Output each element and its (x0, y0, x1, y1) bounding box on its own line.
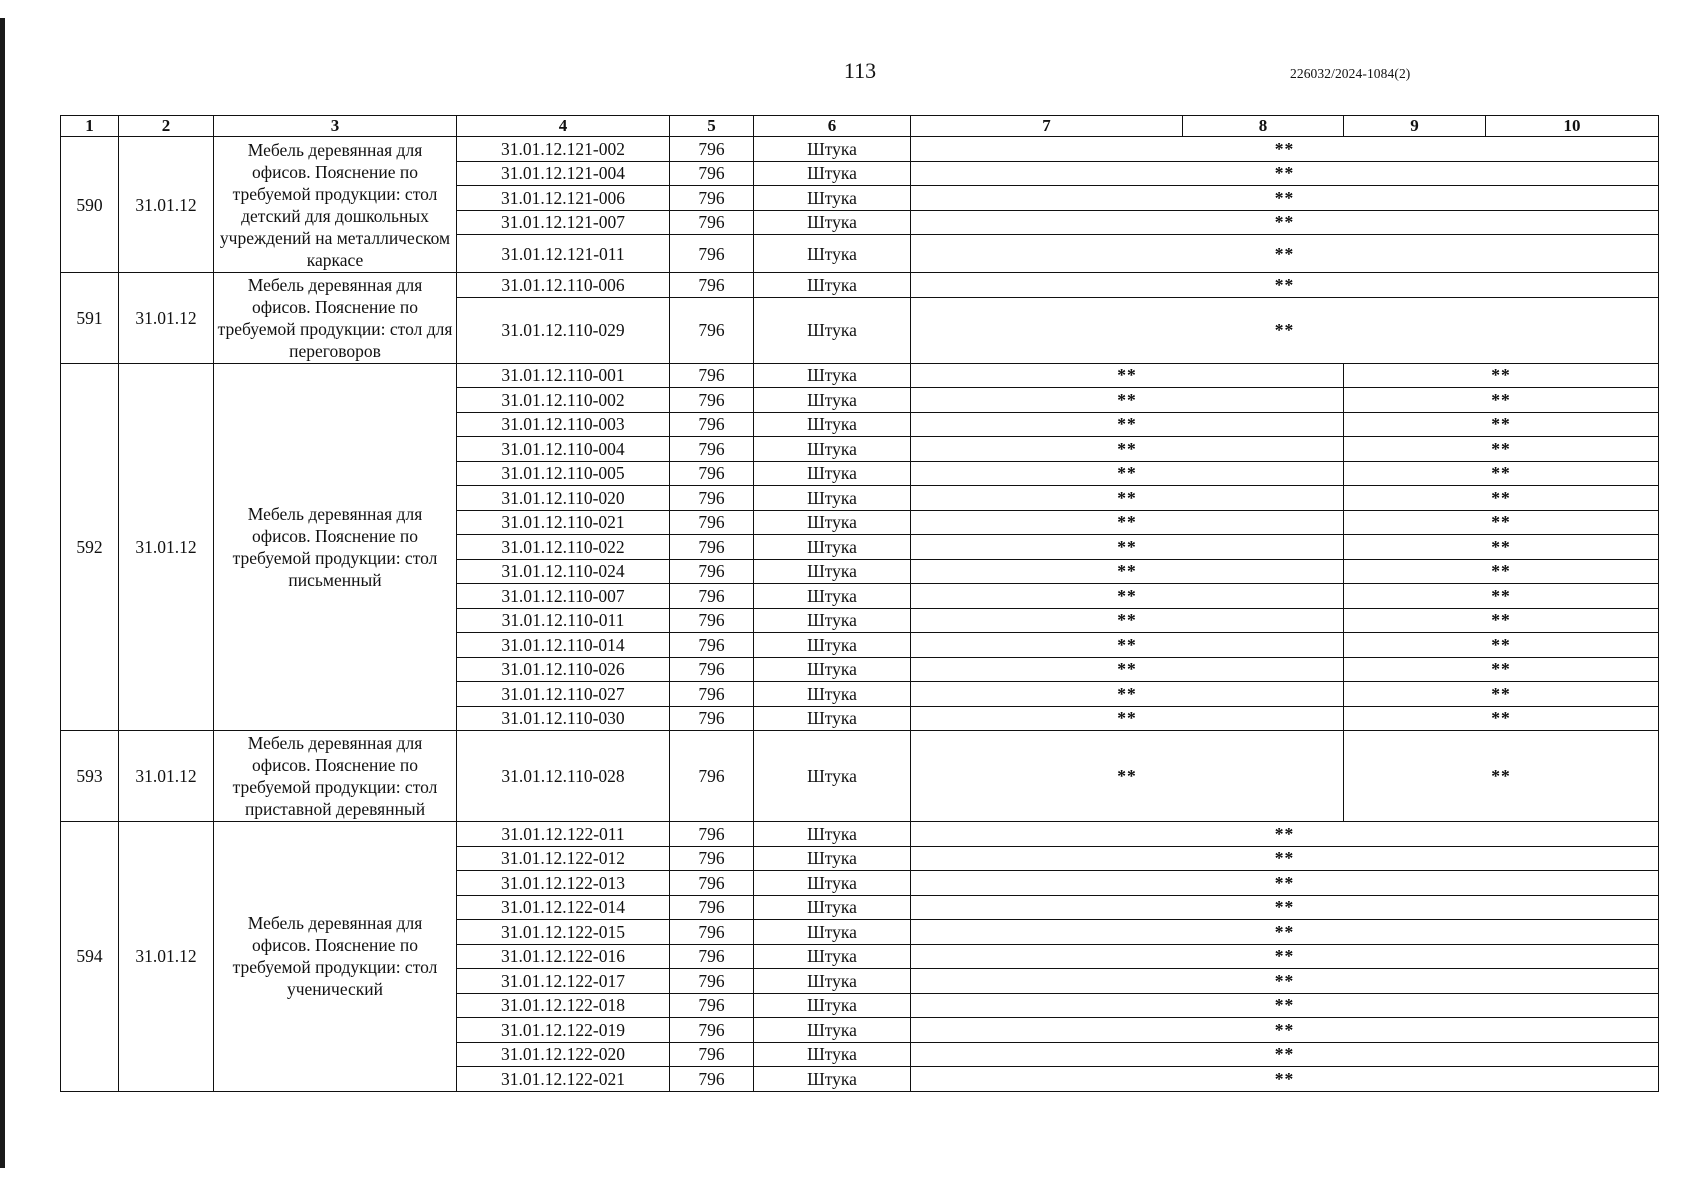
column-number: 3 (214, 116, 457, 137)
requirement-mark: ** (911, 993, 1659, 1018)
requirement-mark: ** (911, 412, 1344, 437)
requirement-mark: ** (911, 1018, 1659, 1043)
requirement-mark: ** (911, 535, 1344, 560)
okei-code: 796 (670, 412, 754, 437)
okei-code: 796 (670, 706, 754, 731)
column-number: 5 (670, 116, 754, 137)
column-number: 6 (754, 116, 911, 137)
unit-name: Штука (754, 437, 911, 462)
unit-name: Штука (754, 297, 911, 363)
requirement-mark: ** (1344, 731, 1659, 822)
product-description: Мебель деревянная для офисов. Пояснение по требуемой продукции: стол для переговоров (214, 273, 457, 364)
ktru-code: 31.01.12.122-011 (457, 822, 670, 847)
okei-code: 796 (670, 969, 754, 994)
ktru-code: 31.01.12.110-021 (457, 510, 670, 535)
requirement-mark: ** (1344, 510, 1659, 535)
okei-code: 796 (670, 682, 754, 707)
requirement-mark: ** (911, 682, 1344, 707)
unit-name: Штука (754, 1067, 911, 1092)
unit-name: Штука (754, 633, 911, 658)
requirement-mark: ** (1344, 388, 1659, 413)
okei-code: 796 (670, 161, 754, 186)
requirement-mark: ** (911, 608, 1344, 633)
product-description: Мебель деревянная для офисов. Пояснение по требуемой продукции: стол письменный (214, 363, 457, 731)
requirement-mark: ** (1344, 559, 1659, 584)
row-number: 593 (61, 731, 119, 822)
okei-code: 796 (670, 273, 754, 298)
ktru-code: 31.01.12.110-007 (457, 584, 670, 609)
unit-name: Штука (754, 137, 911, 162)
okei-code: 796 (670, 297, 754, 363)
ktru-code: 31.01.12.122-019 (457, 1018, 670, 1043)
ktru-code: 31.01.12.110-011 (457, 608, 670, 633)
requirement-mark: ** (1344, 633, 1659, 658)
okei-code: 796 (670, 461, 754, 486)
okei-code: 796 (670, 822, 754, 847)
requirement-mark: ** (1344, 706, 1659, 731)
okei-code: 796 (670, 210, 754, 235)
ktru-code: 31.01.12.110-002 (457, 388, 670, 413)
unit-name: Штука (754, 944, 911, 969)
ktru-code: 31.01.12.110-004 (457, 437, 670, 462)
product-description: Мебель деревянная для офисов. Пояснение по требуемой продукции: стол приставной деревянный (214, 731, 457, 822)
okei-code: 796 (670, 920, 754, 945)
okpd2-code: 31.01.12 (119, 363, 214, 731)
unit-name: Штука (754, 608, 911, 633)
requirement-mark: ** (911, 273, 1659, 298)
requirement-mark: ** (1344, 437, 1659, 462)
ktru-code: 31.01.12.110-024 (457, 559, 670, 584)
requirement-mark: ** (1344, 608, 1659, 633)
unit-name: Штука (754, 461, 911, 486)
okei-code: 796 (670, 235, 754, 273)
ktru-code: 31.01.12.110-005 (457, 461, 670, 486)
okei-code: 796 (670, 137, 754, 162)
unit-name: Штука (754, 657, 911, 682)
requirement-mark: ** (1344, 584, 1659, 609)
requirement-mark: ** (911, 186, 1659, 211)
table-row (61, 273, 1659, 298)
okei-code: 796 (670, 437, 754, 462)
okei-code: 796 (670, 584, 754, 609)
unit-name: Штука (754, 731, 911, 822)
requirement-mark: ** (911, 633, 1344, 658)
okei-code: 796 (670, 993, 754, 1018)
okei-code: 796 (670, 388, 754, 413)
requirement-mark: ** (911, 137, 1659, 162)
unit-name: Штука (754, 412, 911, 437)
ktru-code: 31.01.12.110-030 (457, 706, 670, 731)
unit-name: Штука (754, 186, 911, 211)
ktru-code: 31.01.12.121-002 (457, 137, 670, 162)
okei-code: 796 (670, 559, 754, 584)
ktru-code: 31.01.12.110-020 (457, 486, 670, 511)
ktru-code: 31.01.12.110-026 (457, 657, 670, 682)
column-number: 1 (61, 116, 119, 137)
okpd2-code: 31.01.12 (119, 137, 214, 273)
okpd2-code: 31.01.12 (119, 273, 214, 364)
okpd2-code: 31.01.12 (119, 822, 214, 1092)
ktru-code: 31.01.12.122-015 (457, 920, 670, 945)
requirement-mark: ** (911, 161, 1659, 186)
requirement-mark: ** (1344, 461, 1659, 486)
okei-code: 796 (670, 731, 754, 822)
unit-name: Штука (754, 1018, 911, 1043)
column-number: 4 (457, 116, 670, 137)
ktru-code: 31.01.12.122-021 (457, 1067, 670, 1092)
requirement-mark: ** (911, 235, 1659, 273)
unit-name: Штука (754, 235, 911, 273)
column-number-row (61, 116, 1659, 137)
okei-code: 796 (670, 186, 754, 211)
requirement-mark: ** (911, 846, 1659, 871)
requirement-mark: ** (911, 559, 1344, 584)
okei-code: 796 (670, 363, 754, 388)
ktru-code: 31.01.12.110-027 (457, 682, 670, 707)
requirement-mark: ** (1344, 657, 1659, 682)
document-id: 226032/2024-1084(2) (1290, 66, 1411, 81)
okei-code: 796 (670, 486, 754, 511)
requirement-mark: ** (911, 731, 1344, 822)
ktru-code: 31.01.12.110-014 (457, 633, 670, 658)
register-table (60, 115, 1659, 1092)
okei-code: 796 (670, 657, 754, 682)
requirement-mark: ** (1344, 412, 1659, 437)
requirement-mark: ** (911, 706, 1344, 731)
requirement-mark: ** (911, 1067, 1659, 1092)
ktru-code: 31.01.12.121-007 (457, 210, 670, 235)
requirement-mark: ** (911, 895, 1659, 920)
unit-name: Штука (754, 363, 911, 388)
column-number: 10 (1486, 116, 1659, 137)
row-number: 592 (61, 363, 119, 731)
requirement-mark: ** (911, 920, 1659, 945)
row-number: 594 (61, 822, 119, 1092)
unit-name: Штука (754, 895, 911, 920)
unit-name: Штука (754, 871, 911, 896)
requirement-mark: ** (911, 210, 1659, 235)
requirement-mark: ** (911, 584, 1344, 609)
ktru-code: 31.01.12.121-011 (457, 235, 670, 273)
okei-code: 796 (670, 895, 754, 920)
unit-name: Штука (754, 210, 911, 235)
requirement-mark: ** (911, 944, 1659, 969)
ktru-code: 31.01.12.110-029 (457, 297, 670, 363)
requirement-mark: ** (911, 510, 1344, 535)
requirement-mark: ** (1344, 535, 1659, 560)
ktru-code: 31.01.12.121-004 (457, 161, 670, 186)
unit-name: Штука (754, 706, 911, 731)
table-row (61, 731, 1659, 822)
unit-name: Штука (754, 388, 911, 413)
unit-name: Штука (754, 559, 911, 584)
table-row (61, 822, 1659, 847)
ktru-code: 31.01.12.122-012 (457, 846, 670, 871)
okei-code: 796 (670, 944, 754, 969)
requirement-mark: ** (911, 1042, 1659, 1067)
requirement-mark: ** (911, 297, 1659, 363)
okei-code: 796 (670, 510, 754, 535)
requirement-mark: ** (911, 822, 1659, 847)
okei-code: 796 (670, 846, 754, 871)
requirement-mark: ** (911, 437, 1344, 462)
register-body (61, 137, 1659, 1092)
ktru-code: 31.01.12.110-001 (457, 363, 670, 388)
scan-edge (0, 18, 5, 1168)
ktru-code: 31.01.12.122-013 (457, 871, 670, 896)
okei-code: 796 (670, 1018, 754, 1043)
unit-name: Штука (754, 535, 911, 560)
unit-name: Штука (754, 273, 911, 298)
requirement-mark: ** (1344, 363, 1659, 388)
table-row (61, 363, 1659, 388)
unit-name: Штука (754, 486, 911, 511)
unit-name: Штука (754, 161, 911, 186)
ktru-code: 31.01.12.110-003 (457, 412, 670, 437)
okei-code: 796 (670, 1067, 754, 1092)
requirement-mark: ** (911, 657, 1344, 682)
product-description: Мебель деревянная для офисов. Пояснение по требуемой продукции: стол ученический (214, 822, 457, 1092)
row-number: 591 (61, 273, 119, 364)
requirement-mark: ** (911, 461, 1344, 486)
requirement-mark: ** (911, 363, 1344, 388)
row-number: 590 (61, 137, 119, 273)
unit-name: Штука (754, 969, 911, 994)
product-description: Мебель деревянная для офисов. Пояснение по требуемой продукции: стол детский для дошкольных учреждений на металлическом каркасе (214, 137, 457, 273)
unit-name: Штука (754, 1042, 911, 1067)
column-number: 7 (911, 116, 1183, 137)
requirement-mark: ** (911, 871, 1659, 896)
okei-code: 796 (670, 1042, 754, 1067)
okei-code: 796 (670, 633, 754, 658)
okei-code: 796 (670, 535, 754, 560)
ktru-code: 31.01.12.122-017 (457, 969, 670, 994)
requirement-mark: ** (1344, 486, 1659, 511)
unit-name: Штука (754, 993, 911, 1018)
ktru-code: 31.01.12.122-016 (457, 944, 670, 969)
unit-name: Штука (754, 682, 911, 707)
unit-name: Штука (754, 510, 911, 535)
unit-name: Штука (754, 584, 911, 609)
ktru-code: 31.01.12.121-006 (457, 186, 670, 211)
page-number: 113 (843, 58, 877, 83)
column-number: 8 (1183, 116, 1344, 137)
okei-code: 796 (670, 608, 754, 633)
column-number: 9 (1344, 116, 1486, 137)
ktru-code: 31.01.12.110-022 (457, 535, 670, 560)
requirement-mark: ** (911, 969, 1659, 994)
unit-name: Штука (754, 920, 911, 945)
unit-name: Штука (754, 846, 911, 871)
ktru-code: 31.01.12.110-006 (457, 273, 670, 298)
column-number: 2 (119, 116, 214, 137)
table-row (61, 137, 1659, 162)
ktru-code: 31.01.12.122-018 (457, 993, 670, 1018)
requirement-mark: ** (1344, 682, 1659, 707)
ktru-code: 31.01.12.122-020 (457, 1042, 670, 1067)
ktru-code: 31.01.12.122-014 (457, 895, 670, 920)
requirement-mark: ** (911, 486, 1344, 511)
ktru-code: 31.01.12.110-028 (457, 731, 670, 822)
requirement-mark: ** (911, 388, 1344, 413)
okpd2-code: 31.01.12 (119, 731, 214, 822)
okei-code: 796 (670, 871, 754, 896)
unit-name: Штука (754, 822, 911, 847)
